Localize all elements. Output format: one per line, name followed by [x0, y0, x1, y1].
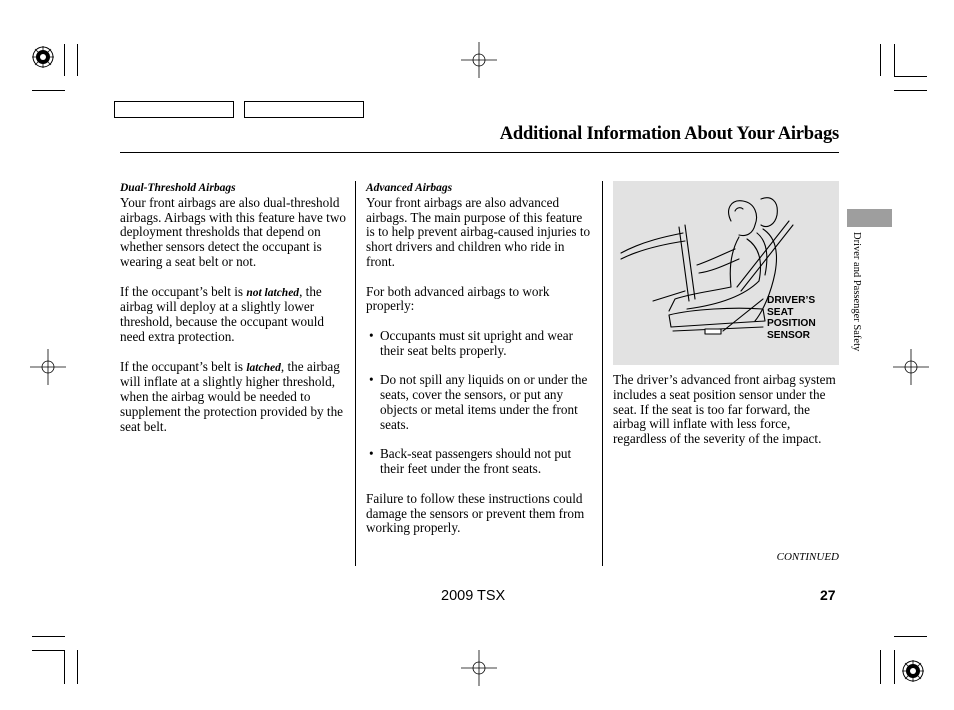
body-paragraph: Your front airbags are also dual-threshold airbags. Airbags with this feature have two deployment thresholds that depend on whether sensors detect the occupant is wearing a seat belt or not. — [120, 194, 346, 269]
crop-mark — [64, 650, 65, 684]
body-paragraph — [120, 285, 346, 345]
rosette-icon — [32, 46, 54, 68]
column-seat-sensor — [613, 373, 839, 462]
bullet-item: • Occupants must sit upright and wear their seat belts properly. — [366, 329, 594, 359]
column-divider — [602, 181, 603, 566]
crop-mark — [894, 90, 927, 91]
body-paragraph — [120, 360, 346, 435]
emphasis-text: not latched — [246, 286, 300, 299]
section-heading: Advanced Airbags — [366, 182, 453, 194]
column-divider — [355, 181, 356, 566]
body-paragraph: For both advanced airbags to work properly: — [366, 283, 550, 314]
section-heading: Dual-Threshold Airbags — [120, 182, 236, 194]
page-title: Additional Information About Your Airbags — [499, 124, 839, 144]
registration-mark-icon — [893, 349, 929, 385]
model-label: 2009 TSX — [441, 588, 506, 604]
header-tab-box — [244, 101, 364, 118]
crop-mark — [32, 650, 65, 651]
bullet-item: • Do not spill any liquids on or under the seats, cover the sensors, or put any objects or metal items under the front seats. — [366, 373, 594, 432]
registration-mark-icon — [461, 650, 497, 686]
crop-mark — [32, 636, 65, 637]
crop-mark — [77, 44, 78, 76]
crop-mark — [880, 650, 881, 684]
continued-label: CONTINUED — [776, 551, 839, 563]
sensor-callout-label — [767, 295, 816, 341]
text-run: , the airbag will inflate at a slightly higher threshold, when the airbag would be needed to supplement the protection provided by the seat belt. — [120, 358, 344, 434]
text-run: If the occupant’s belt is — [120, 283, 247, 299]
rosette-icon — [902, 660, 924, 682]
crop-mark — [894, 650, 895, 684]
registration-mark-icon — [461, 42, 497, 78]
column-advanced-airbags — [366, 181, 594, 551]
crop-mark — [32, 90, 65, 91]
label-line: POSITION — [767, 318, 816, 329]
body-paragraph: The driver’s advanced front airbag system includes a seat position sensor under the seat. If the seat is too far forward, the airbag will inflate with less force, regardless of the severity of the impact. — [613, 372, 836, 447]
crop-mark — [64, 44, 65, 76]
column-dual-threshold — [120, 181, 346, 449]
crop-mark — [894, 636, 927, 637]
label-line: SENSOR — [767, 329, 811, 341]
bullet-item: • Back-seat passengers should not put their feet under the front seats. — [366, 447, 594, 477]
page-number: 27 — [820, 587, 836, 603]
title-rule — [120, 152, 839, 153]
crop-mark — [77, 650, 78, 684]
section-tab — [847, 209, 892, 227]
crop-mark — [894, 76, 927, 77]
crop-mark — [894, 44, 895, 76]
section-tab-label: Driver and Passenger Safety — [851, 232, 862, 352]
seat-sensor-illustration — [613, 181, 839, 365]
crop-mark — [880, 44, 881, 76]
registration-mark-icon — [30, 349, 66, 385]
text-run: , the airbag will deploy at a slightly lower threshold, because the occupant would need extra protection. — [120, 283, 324, 344]
header-tab-box — [114, 101, 234, 118]
text-run: If the occupant’s belt is — [120, 358, 247, 374]
label-line: DRIVER’S — [767, 295, 816, 306]
body-paragraph: Your front airbags are also advanced airbags. The main purpose of this feature is to help prevent airbag-caused injuries to short drivers and children who ride in front. — [366, 194, 591, 269]
body-paragraph: Failure to follow these instructions could damage the sensors or prevent them from working properly. — [366, 490, 585, 536]
emphasis-text: latched — [246, 361, 281, 374]
label-line: SEAT — [767, 306, 794, 318]
